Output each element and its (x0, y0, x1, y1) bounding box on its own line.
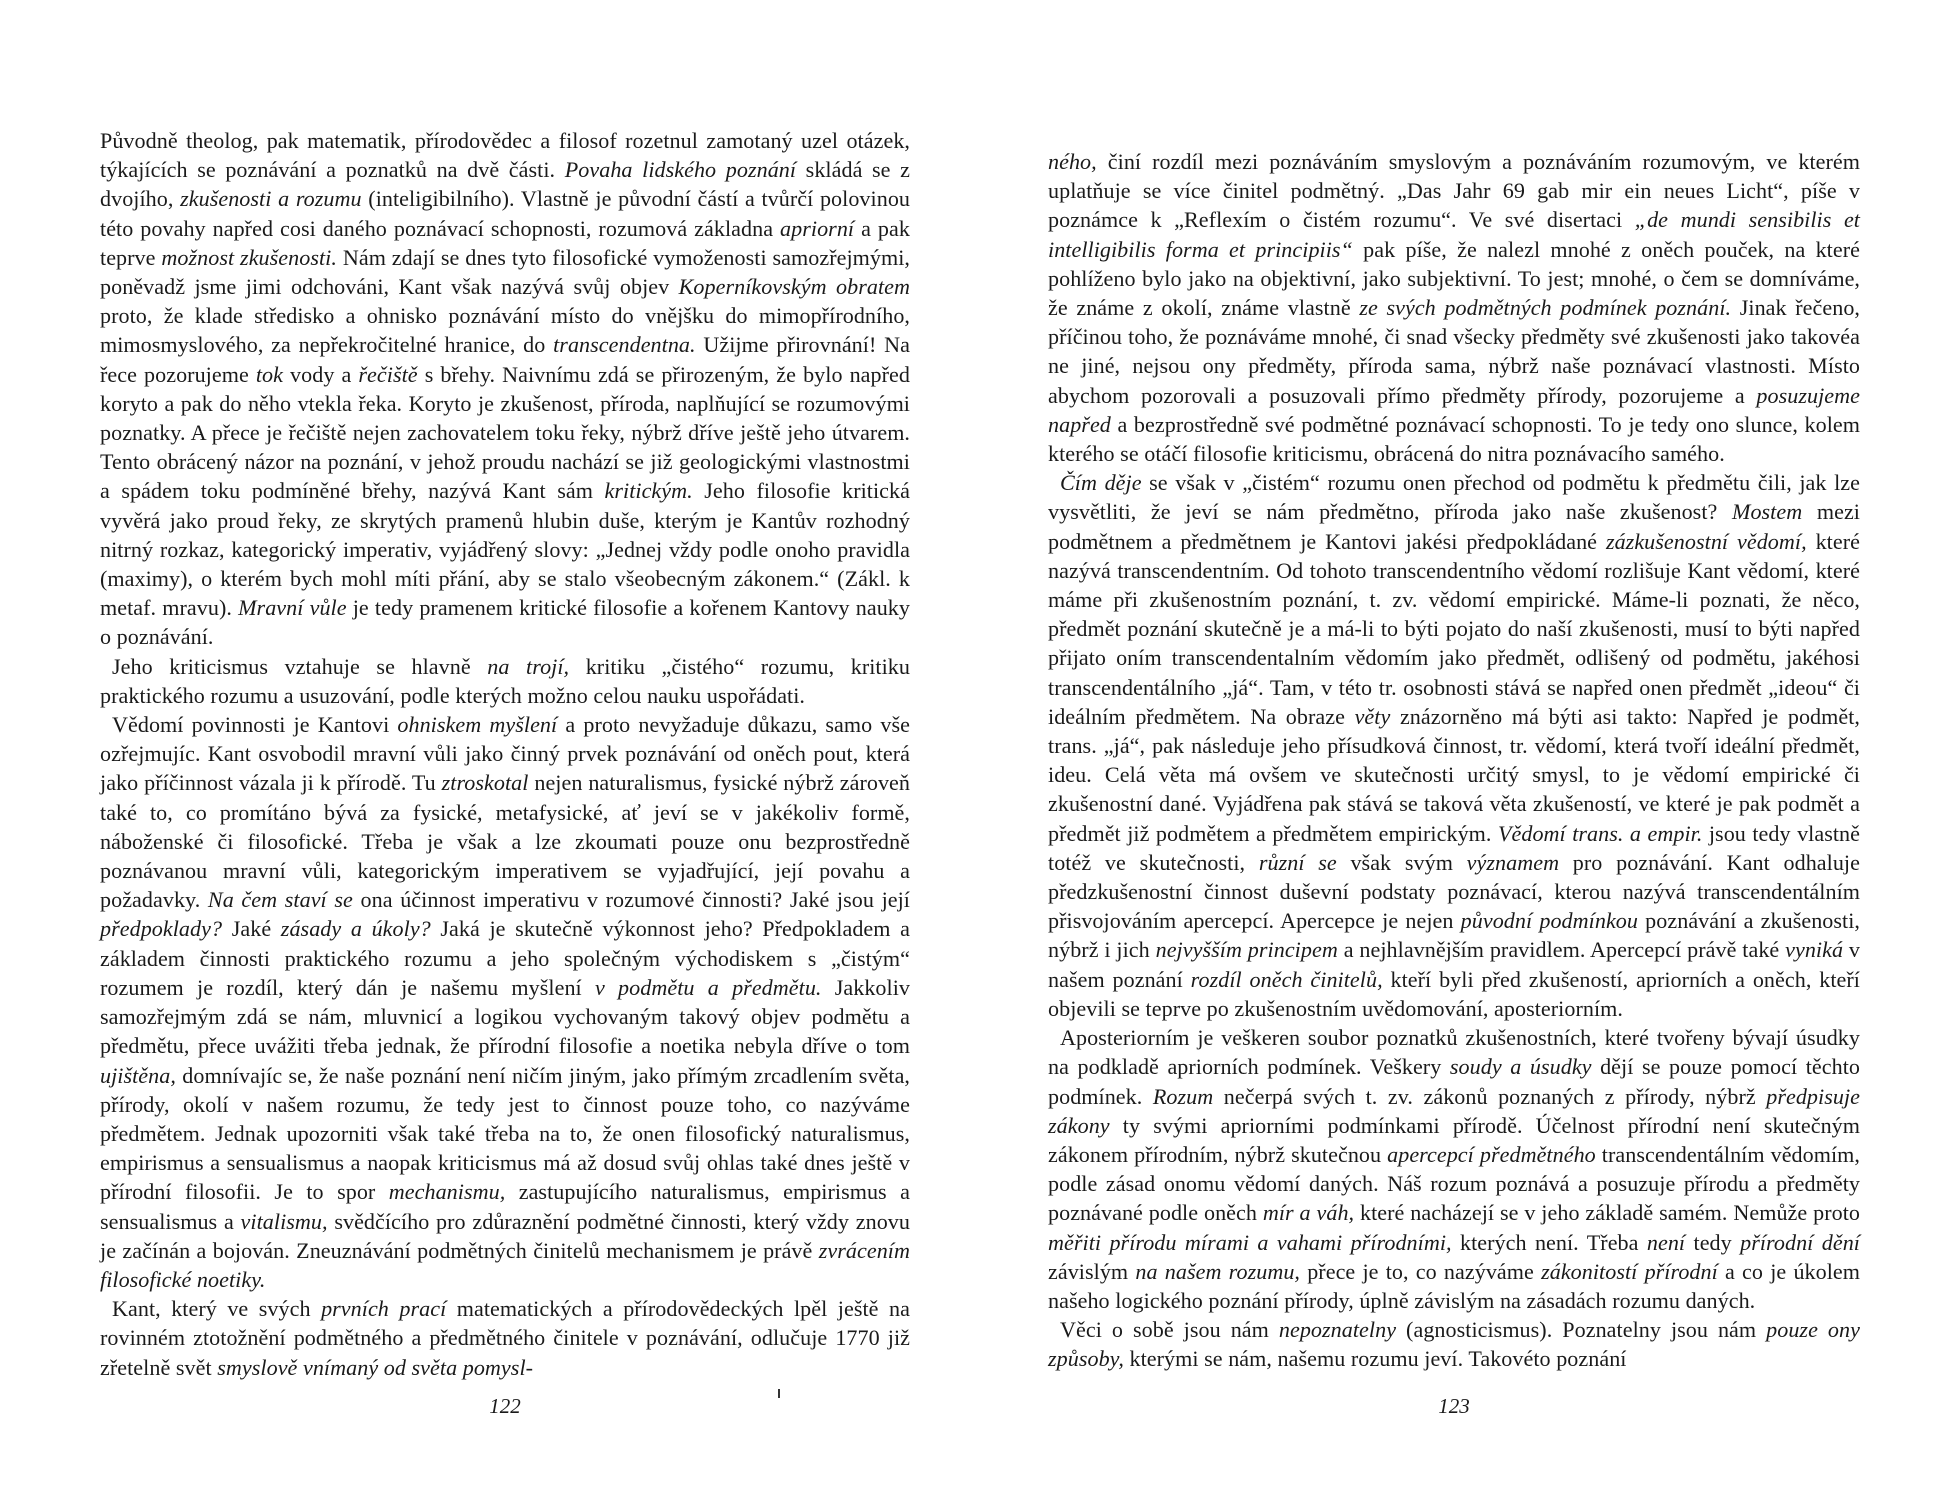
text-run: které nacházejí se v jeho základě samém. Nemůže proto (1354, 1200, 1861, 1226)
italic-run: původní podmínkou (1460, 908, 1638, 934)
left-page-text (100, 126, 910, 1382)
italic-run: zkušenosti a rozumu (180, 186, 362, 212)
italic-run: věty (1354, 703, 1391, 729)
paragraph (100, 126, 910, 652)
italic-run: „de mundi sensibilis et intelligibilis forma et principiis“ (1048, 207, 1860, 262)
italic-run: v podmětu a předmětu. (594, 974, 822, 1000)
text-run: jsou tedy vlastně totéž ve skutečnosti, (1048, 820, 1861, 875)
text-run: a co je úkolem našeho logického poznání přírody, úplně závislým na zásadách rozumu daných. (1048, 1258, 1861, 1313)
text-run: znázorněno má býti asi takto: Napřed je podmět, trans. „já“, pak následuje jeho přísudková činnost, tr. vědomí, která tvoří ideální předmět, ideu. Celá věta má ovšem ve skutečnosti určitý smysl, to je vědomí empirické či zkušenostní dané. Vyjádřena pak stává se taková věta zkušeností, ve které je pak podmět a předmět již podmětem a předmětem empirickým. (1048, 703, 1860, 846)
text-run: nečerpá svých t. zv. zákonů poznaných z přírody, nýbrž (1213, 1083, 1767, 1109)
italic-run: ohniskem myšlení (397, 712, 558, 738)
text-run: a pak teprve (100, 215, 910, 270)
italic-run: rozdíl oněch činitelů, (1190, 966, 1383, 992)
italic-run: není (1646, 1229, 1686, 1255)
italic-run: řečiště (358, 361, 418, 387)
text-run: Jeho kriticismus vztahuje se hlavně (112, 653, 488, 679)
paragraph (100, 710, 910, 1294)
text-run: je tedy pramenem kritické filosofie a kořenem Kantovy nauky o poznávání. (100, 595, 910, 650)
text-run: se však v „čistém“ rozumu onen přechod od podmětu k předmětu čili, jak lze vysvětliti, že jeví se nám předmětno, příroda jako naše zkušenost? (1048, 470, 1860, 525)
italic-run: Na čem staví se (207, 887, 353, 913)
italic-run: předpisuje zákony (1048, 1083, 1860, 1138)
text-run: přece je to, co nazýváme (1300, 1258, 1542, 1284)
italic-run: Mravní vůle (238, 595, 347, 621)
text-run: a proto nevyžaduje důkazu, samo vše ozřejmujíc. Kant osvobodil mravní vůli jako činný prvek poznávání od oněch pout, která jako příčinnost vázala ji k přírodě. Tu (100, 712, 910, 796)
text-run: a bezprostředně své podmětné poznávací schopnosti. To je tedy ono slunce, kolem kterého se otáčí filosofie kriticismu, obrácená do nitra poznávacího samého. (1048, 411, 1860, 467)
text-run: Věci o sobě jsou nám (1060, 1317, 1279, 1343)
italic-run: ztroskotal (441, 770, 529, 796)
paragraph (1048, 1315, 1860, 1373)
text-run: mezi podmětnem a předmětnem je Kantovi jakési předpokládané (1048, 499, 1860, 554)
paragraph (1048, 1023, 1860, 1315)
italic-run: Mostem (1731, 499, 1803, 525)
italic-run: předpoklady? (100, 916, 223, 942)
italic-run: pouze ony způsoby, (1048, 1317, 1860, 1372)
italic-run: posuzujeme napřed (1048, 382, 1860, 437)
italic-run: nejvyšším principem (1155, 937, 1338, 963)
text-run: proto, že klade středisko a ohnisko poznávání místo do vnějšku do mimopřírodního, mimosmyslového, za nepřekročitelné hranice, do (100, 303, 910, 358)
text-run: kterými se nám, našemu rozumu jeví. Takovéto poznání (1123, 1346, 1627, 1372)
text-run: Kant, který ve svých (112, 1296, 322, 1322)
text-run: (inteligibilního). Vlastně je původní částí a tvůrčí polovinou této povahy napřed cosi daného poznávací schopnosti, rozumová základna (100, 186, 911, 241)
italic-run: možnost zkušenosti. (161, 244, 337, 270)
text-run: ona účinnost imperativu v rozumové činnosti? Jaké jsou její (352, 887, 910, 913)
text-run: Jaká je skutečně výkonnost jeho? Předpokladem a základem činnosti praktického rozumu a jeho společným východiskem s „čistým“ rozumem je rozdíl, který dán je našemu myšlení (100, 916, 910, 1000)
italic-run: zákonitostí přírodní (1541, 1258, 1718, 1284)
right-page (1048, 0, 1860, 1500)
italic-run: vitalismu, (240, 1208, 328, 1234)
text-run: činí rozdíl mezi poznáváním smyslovým a poznáváním rozumovým, ve kterém uplatňuje se více činitel podmětný. „Das Jahr 69 gab mir ein neues Licht“, píše v poznámce k „Reflexím o čistém rozumu“. Ve své disertaci (1048, 149, 1860, 233)
text-run: tedy (1685, 1229, 1741, 1255)
text-run: Aposteriorním je veškeren soubor poznatků zkušenostních, které tvořeny bývají úsudky na podkladě apriorních podmínek. Veškery (1048, 1025, 1860, 1080)
page-number: 123 (1438, 1394, 1470, 1418)
text-run: Užijme přirovnání! Na řece pozorujeme (100, 332, 910, 387)
italic-run: Rozum (1152, 1083, 1214, 1109)
right-page-text (1048, 147, 1860, 1374)
text-run: skládá se z dvojího, (100, 157, 910, 212)
italic-run: přírodní dění (1740, 1229, 1860, 1255)
italic-run: nepoznatelny (1278, 1317, 1397, 1343)
paragraph (1048, 468, 1860, 1023)
italic-run: smyslově vnímaný od světa pomysl- (217, 1354, 534, 1380)
italic-run: mechanismu, (388, 1179, 506, 1205)
italic-run: apriorní (780, 215, 855, 241)
italic-run: vyniká (1785, 937, 1844, 963)
text-run: ty svými apriorními podmínkami přírodě. Účelnost přírodní není skutečným zákonem přírodním, nýbrž skutečnou (1048, 1112, 1860, 1167)
text-run: kterých není. Třeba (1451, 1229, 1647, 1255)
page-number: 122 (489, 1394, 521, 1418)
paragraph (1048, 147, 1860, 468)
text-run: Jakkoliv samozřejmým zdá se nám, mluvnicí a logikou vychovaným takový objev podmětu a předmětu, přece uvážiti třeba jednak, že přírodní filosofie a noetika nebyla dříve o tom (100, 974, 911, 1059)
text-run: zastupujícího naturalismus, empirismus a sensualismus a (100, 1179, 910, 1234)
italic-run: prvních prací (321, 1296, 447, 1322)
italic-run: různí se (1258, 849, 1337, 875)
italic-run: soudy a úsudky (1449, 1054, 1592, 1080)
text-run: které nazývá transcendentním. Od tohoto transcendentního vědomí rozlišuje Kant vědomí, které máme při zkušenostním poznání, t. zv. vědomí empirické. Máme-li poznati, že něco, předmět poznání skutečně je a má-li to býti pojato do naší zkušenosti, musí to býti napřed přijato oním transcendentalním vědomím jako předmět, odlišený od podmětu, jakéhosi transcendentálního „já“. Tam, v této tr. osobnosti stává se napřed onen předmět „ideou“ či ideálním předmětem. Na obraze (1048, 528, 1860, 729)
italic-run: významem (1466, 849, 1560, 875)
text-run: nejen naturalismus, fysické nýbrž zároveň také to, co promítáno bývá za fysické, metafysické, ať jeví se v jakékoliv formě, náboženské či filosofické. Třeba je však a lze zkoumati pouze onu bezprostředně poznávanou mravní vůli, kategorickým imperativem se vyjadřující, její povahu a požadavky. (100, 770, 910, 913)
text-run: vody a (283, 361, 359, 387)
italic-run: zvrácením filosofické noetiky. (100, 1237, 910, 1292)
text-run: kteří byli před zkušeností, apriorních a oněch, kteří objevili se teprve po zkušenostním uvědomování, aposteriorním. (1048, 966, 1860, 1021)
italic-run: zásady a úkoly? (280, 916, 431, 942)
text-run: domnívajíc se, že naše poznání není ničím jiným, jako přímým zrcadlením světa, přírody, okolí v našem rozumu, že tedy jest to činnost pouze toho, co nazýváme předmětem. Jednak upozorniti však také třeba na to, že onen filosofický naturalismus, empirismus a sensualismus a naopak kriticismus má až dosud svůj ohlas také dnes ještě v přírodní filosofii. Je to spor (100, 1062, 910, 1205)
text-run: pro poznávání. Kant odhaluje předzkušenostní činnost duševní podstaty poznávací, kterou nazývá transcendentálním přisvojováním apercepcí. Apercepce je nejen (1048, 849, 1860, 934)
text-run: matematických a přírodovědeckých lpěl ještě na rovinném ztotožnění podmětného a předmětného činitele v poznávání, odlučuje 1770 již zřetelně svět (100, 1296, 910, 1380)
gutter-mark (778, 1389, 780, 1398)
italic-run: ujištěna, (100, 1062, 176, 1088)
text-run: poznávání a zkušenosti, nýbrž i jich (1048, 908, 1860, 963)
text-run: Jaké (222, 916, 281, 942)
text-run: (agnosticismus). Poznatelny jsou nám (1396, 1317, 1767, 1343)
text-run: kritiku „čistého“ rozumu, kritiku praktického rozumu a usuzování, podle kterých možno celou nauku uspořádati. (100, 653, 910, 708)
text-run: Jinak řečeno, příčinou toho, že poznáváme mnohé, či snad všecky předměty své zkušenosti jako takovéa ne jiné, nejsou ony předměty, příroda sama, nýbrž naše poznávací vlastnosti. Místo abychom pozorovali a posuzovali přímo předměty přírody, pozorujeme a (1048, 295, 1861, 408)
left-page (100, 0, 910, 1500)
italic-run: mír a váh, (1262, 1200, 1355, 1226)
text-run: pak píše, že nalezl mnohé z oněch pouček, na které pohlíženo bylo jako na objektivní, jako subjektivní. To jest; mnohé, o čem se domníváme, že známe z okolí, známe vlastně (1048, 236, 1860, 321)
italic-run: na našem rozumu, (1135, 1258, 1301, 1284)
italic-run: měřiti přírodu mírami a vahami přírodními, (1048, 1229, 1452, 1255)
text-run: transcendentálním vědomím, podle zásad onomu vědomí daných. Náš rozum poznává a posuzuje přírodu a předměty poznávané podle oněch (1048, 1141, 1860, 1226)
text-run: Jeho filosofie kritická vyvěrá jako proud řeky, ze skrytých pramenů hlubin duše, kterým je Kantův rozhodný nitrný rozkaz, kategorický imperativ, vyjádřený slovy: „Jednej vždy podle onoho pravidla (maximy), o kterém bych mohl míti přání, aby se stalo všeobecným zákonem.“ (Zákl. k metaf. mravu). (100, 478, 910, 621)
text-run: dějí se pouze pomocí těchto podmínek. (1048, 1054, 1860, 1109)
italic-run: Koperníkovským obratem (678, 274, 910, 300)
italic-run: ze svých podmětných podmínek poznání. (1359, 295, 1732, 321)
italic-run: transcendentna. (553, 332, 696, 358)
text-run: s břehy. Naivnímu zdá se přirozeným, že bylo napřed koryto a pak do něho vtekla řeka. Koryto je zkušenost, příroda, naplňující se rozumovými poznatky. A přece je řečiště nejen zachovatelem toku řeky, nýbrž dříve ještě jeho útvarem. Tento obrácený názor na poznání, v jehož proudu nachází se již geologickými vlastnostmi a spádem toku podmíněné břehy, nazývá Kant sám (100, 361, 910, 504)
italic-run: Povaha lidského poznání (564, 157, 797, 183)
italic-run: Čím děje (1060, 470, 1142, 496)
text-run: Vědomí povinnosti je Kantovi (112, 712, 398, 738)
text-run: svědčícího pro zdůraznění podmětné činnosti, který vždy znovu je začínán a bojován. Zneuznávání podmětných činitelů mechanismem je právě (100, 1208, 910, 1263)
italic-run: ného, (1048, 149, 1097, 174)
italic-run: zázkušenostní vědomí, (1605, 528, 1807, 554)
italic-run: na trojí, (487, 653, 570, 679)
paragraph (100, 1294, 910, 1382)
italic-run: tok (255, 361, 284, 387)
text-run: v našem poznání (1048, 937, 1861, 992)
italic-run: Vědomí trans. a empir. (1497, 820, 1703, 846)
text-run: však svým (1336, 849, 1467, 875)
paragraph (100, 652, 910, 710)
text-run: Původně theolog, pak matematik, přírodovědec a filosof rozetnul zamotaný uzel otázek, týkajících se poznávání a poznatků na dvě části. (100, 128, 910, 183)
italic-run: apercepcí předmětného (1387, 1141, 1596, 1167)
text-run: a nejhlavnějším pravidlem. Apercepcí právě také (1337, 937, 1786, 963)
text-run: závislým (1048, 1258, 1136, 1284)
text-run: Nám zdají se dnes tyto filosofické vymoženosti samozřejmými, poněvadž jsme jimi odchováni, Kant však nazývá svůj objev (100, 244, 910, 300)
italic-run: kritickým. (604, 478, 693, 504)
